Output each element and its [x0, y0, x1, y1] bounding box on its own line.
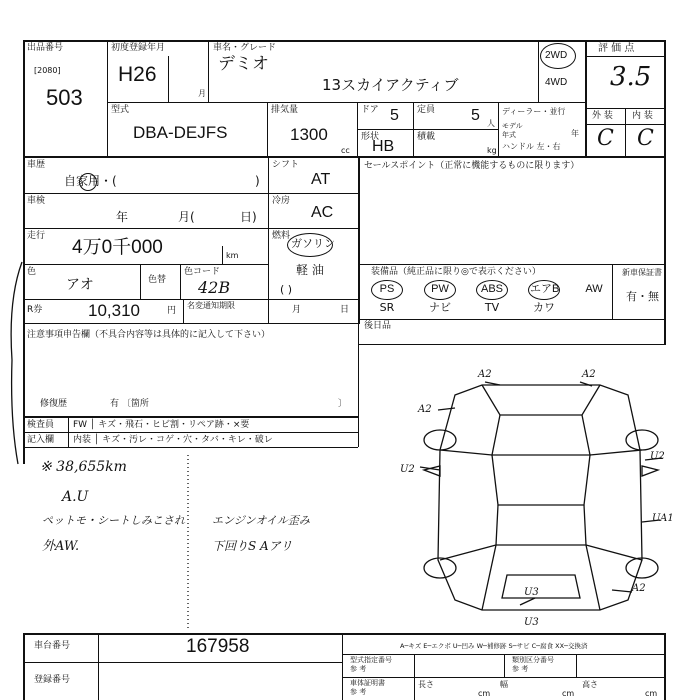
first-reg-label: 初度登録年月	[111, 43, 166, 53]
notes-label: 注意事項申告欄（不具合内容等は具体的に記入して下さい）	[27, 330, 271, 340]
handwritten-note-3: 外AW.	[42, 539, 80, 554]
mileage-value: 4万0千000	[72, 237, 163, 258]
damage-legend: A─キズ E─エクボ U─凹み W─補修跡 S─サビ C─腐食 XX─交換済	[400, 642, 588, 650]
displacement: 1300	[290, 125, 328, 144]
capacity-unit: 人	[487, 119, 495, 128]
inspector-row-1: FW │ キズ・飛石・ヒビ割・リペア跡・×要	[73, 420, 250, 430]
lot-sub: [2080]	[34, 66, 61, 75]
lot-label: 出品番号	[27, 43, 64, 53]
width-label: 幅	[500, 680, 508, 689]
color-label: 色	[27, 267, 37, 277]
inspection-month: 月(	[178, 210, 195, 224]
damage-mark: U3	[524, 617, 539, 628]
equipment-item-4: AW	[585, 283, 603, 295]
damage-mark: A2	[478, 369, 492, 380]
doors-label: ドア	[361, 105, 379, 115]
score-label: 評 価 点	[598, 43, 635, 54]
cc-unit: cc	[341, 146, 350, 155]
history-close: )	[255, 174, 260, 188]
inspector-label-1: 検査員	[27, 420, 55, 430]
equipment-item-row2-3: カワ	[533, 301, 555, 314]
reg-label: 登録番号	[34, 675, 71, 685]
first-reg-year: H26	[118, 63, 157, 86]
deadline-month: 月	[292, 305, 302, 315]
equipment-item-row2-2: TV	[484, 301, 500, 314]
interior-grade: C	[637, 126, 654, 151]
width-unit: cm	[562, 689, 575, 698]
exterior-grade: C	[597, 126, 614, 151]
mileage-unit: km	[226, 251, 239, 260]
fuel-gasoline: ガソリン	[291, 237, 335, 250]
inspection-year: 年	[116, 210, 129, 224]
damage-mark: A2	[582, 369, 596, 380]
car-name-label: 車名・グレード	[213, 43, 277, 53]
first-reg-month-unit: 月	[198, 89, 206, 98]
interior-label: 内 装	[632, 111, 653, 121]
equipment-item-2: ABS	[480, 283, 503, 295]
shift-value: AT	[311, 171, 331, 188]
equipment-item-1: PW	[431, 283, 449, 295]
sales-point-label: セールスポイント（正常に機能するものに限ります）	[364, 161, 580, 171]
grade: 13スカイアクティブ	[322, 76, 459, 94]
equipment-item-0: PS	[379, 283, 395, 295]
handwritten-note-2: エンジンオイル歪み	[212, 514, 310, 527]
capacity-label: 定員	[417, 105, 436, 115]
handle-label: ハンドル 左・右	[502, 142, 561, 151]
damage-mark: A2	[418, 404, 432, 415]
repair-label: 修復歴	[40, 399, 68, 409]
class-label: 類別区分番号 参 考	[512, 656, 554, 673]
color-change-label: 色替	[148, 275, 167, 285]
inspector-row-2: 内装 │ キズ・汚レ・コゲ・穴・タバ・キレ・破レ	[73, 435, 273, 445]
length-unit: cm	[478, 689, 491, 698]
inspector-label-2: 記入欄	[27, 435, 55, 445]
handwritten-odometer: ※ 38,655km	[40, 459, 127, 475]
aftermarket-label: 後日品	[364, 321, 392, 331]
lot-number: 503	[46, 85, 83, 110]
damage-mark: UA1	[652, 513, 674, 524]
warranty-value: 有・無	[626, 290, 659, 303]
recycle-unit: 円	[167, 306, 177, 316]
damage-mark: U2	[650, 451, 665, 462]
history-label: 車歴	[27, 160, 46, 170]
dealer-label: ディーラー・並行	[502, 107, 566, 116]
displacement-label: 排気量	[271, 105, 299, 115]
own-use: 自家用・(	[64, 174, 117, 188]
deadline-day: 日	[340, 305, 350, 315]
load-label: 積載	[417, 132, 436, 142]
model-year-label: モデル 年式	[502, 122, 523, 139]
recycle-label: R券	[27, 305, 43, 315]
shape-label: 形状	[361, 132, 380, 142]
capacity: 5	[471, 107, 480, 124]
model-label: 型式	[111, 105, 130, 115]
deadline-label: 名変通知期限	[187, 301, 235, 310]
chassis-label: 車台番号	[34, 641, 71, 651]
equipment-label: 装備品（純正品に限り◎で表示ください）	[371, 267, 541, 277]
model: DBA-DEJFS	[133, 123, 228, 142]
damage-mark: U3	[524, 587, 539, 598]
type-designation-label: 型式指定番号 参 考	[350, 656, 392, 673]
exterior-label: 外 装	[592, 111, 613, 121]
fuel-label: 燃料	[272, 231, 291, 241]
handwritten-note-1: ペットモ・シートしみこされ	[42, 514, 185, 527]
color-code: 42B	[198, 278, 231, 297]
height-unit: cm	[645, 689, 658, 698]
shift-label: シフト	[272, 160, 300, 170]
repair-value: 有 〔箇所	[110, 399, 149, 409]
model-year-unit: 年	[571, 129, 579, 138]
score: 3.5	[610, 62, 652, 92]
equipment-item-row2-0: SR	[379, 301, 395, 314]
ac-label: 冷房	[272, 196, 291, 206]
repair-close: 〕	[338, 399, 348, 409]
warranty-label: 新車保証書	[622, 268, 662, 277]
mileage-label: 走行	[27, 231, 46, 241]
chassis-number: 167958	[186, 636, 250, 657]
drive-4wd: 4WD	[545, 77, 568, 88]
height-label: 高さ	[582, 680, 598, 689]
car-name: デミオ	[218, 54, 269, 74]
ac-value: AC	[311, 204, 334, 221]
fuel-diesel: 軽 油	[296, 263, 324, 277]
inspection-day: 日)	[240, 210, 257, 224]
dimension-label: 車体証明書 参 考	[350, 679, 385, 696]
doors: 5	[390, 107, 399, 124]
damage-mark: U2	[400, 464, 415, 475]
drive-2wd: 2WD	[545, 50, 568, 61]
kg-unit: kg	[487, 146, 497, 155]
handwritten-note-4: 下回りS Aアリ	[212, 539, 293, 553]
color-value: アオ	[66, 277, 94, 293]
recycle-value: 10,310	[88, 301, 140, 320]
fuel-paren: ( )	[280, 283, 293, 296]
color-code-label: 色コード	[184, 267, 221, 277]
equipment-item-3: エアB	[530, 283, 560, 295]
equipment-item-row2-1: ナビ	[429, 301, 451, 314]
shape: HB	[372, 138, 395, 155]
length-label: 長さ	[418, 680, 434, 689]
inspection-label: 車検	[27, 196, 46, 206]
handwritten-au: A.U	[62, 489, 89, 505]
damage-mark: A2	[632, 583, 646, 594]
